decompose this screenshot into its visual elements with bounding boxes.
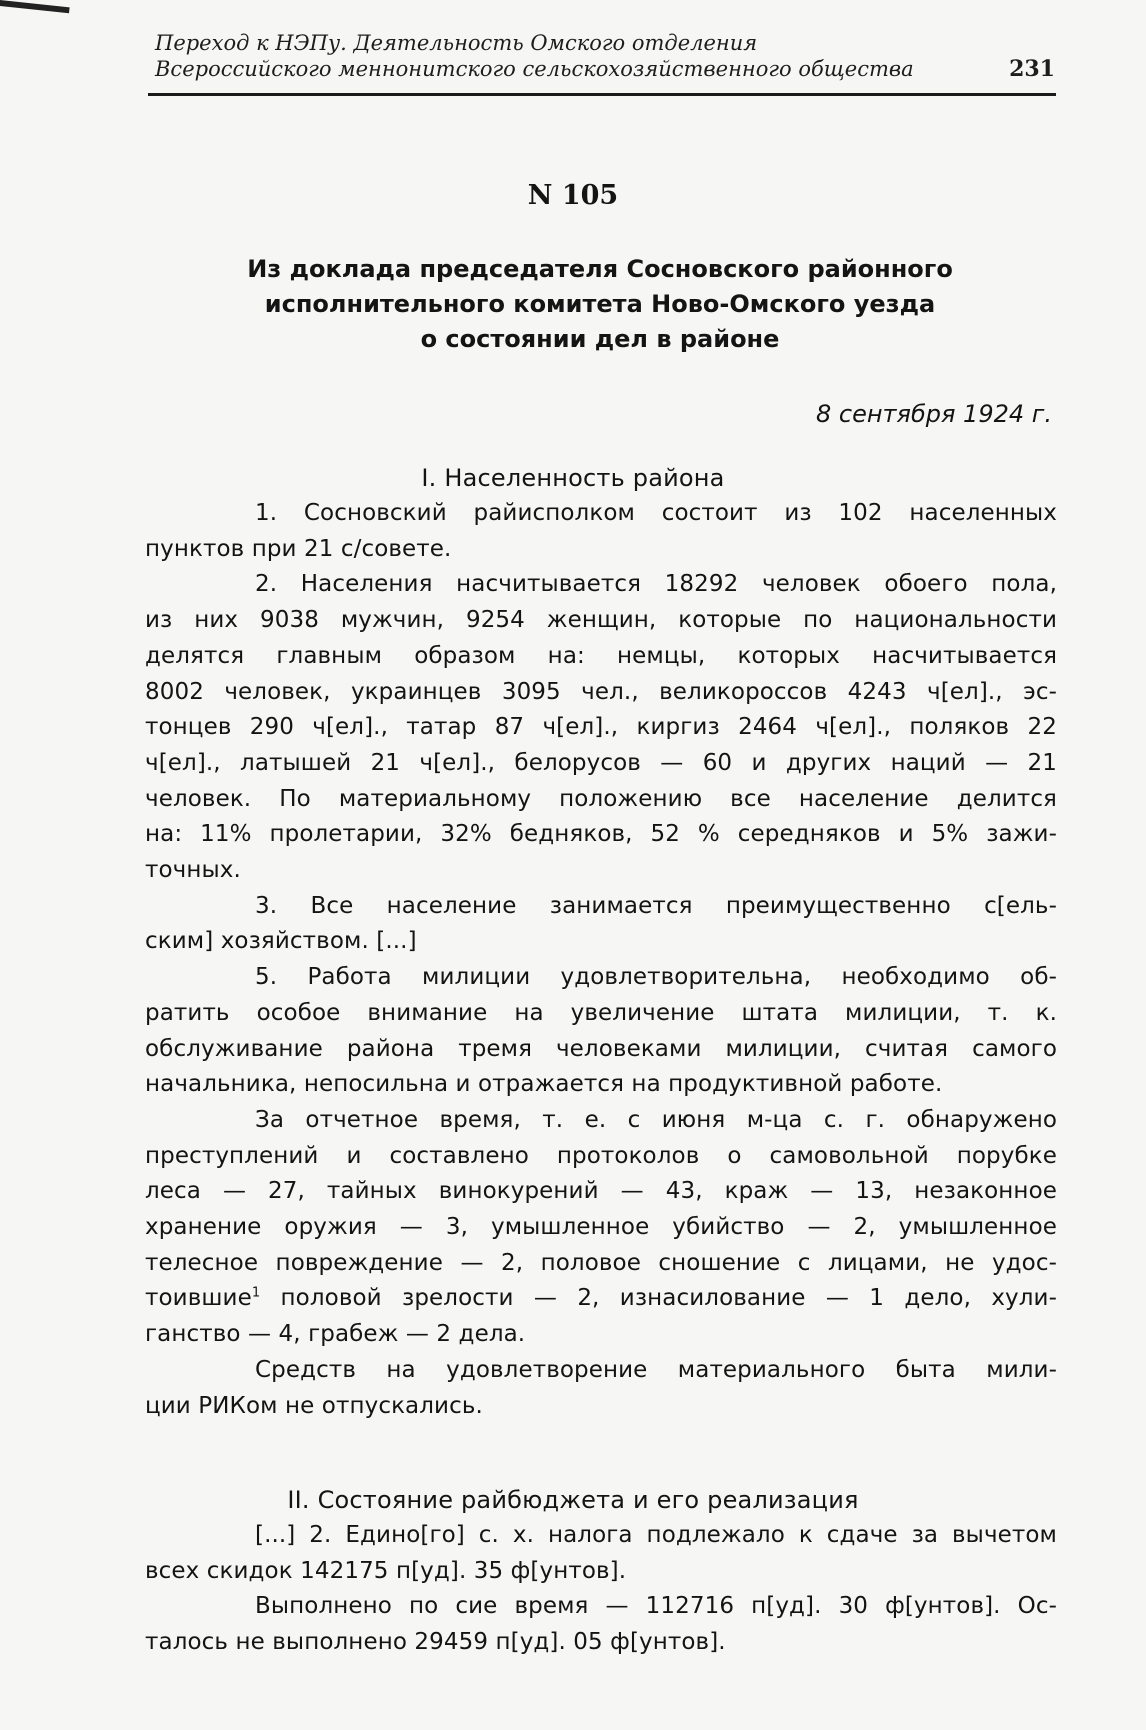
text-line: преступлений и составлено протоколов о самовольной порубке — [145, 1142, 1057, 1169]
text-line: точных. — [145, 857, 241, 884]
text-line: За отчетное время, т. е. с июня м-ца с. г. обнаружено — [255, 1106, 1057, 1133]
text-line: начальника, непосильна и отражается на продуктивной работе. — [145, 1071, 943, 1098]
section-2-body — [145, 1518, 1057, 1661]
text-line: делятся главным образом на: немцы, которых насчитывается — [145, 642, 1057, 669]
text-line: хранение оружия — 3, умышленное убийство — 2, умышленное — [145, 1214, 1057, 1241]
text-line: 8002 человек, украинцев 3095 чел., великороссов 4243 ч[ел]., эс- — [145, 678, 1057, 705]
title-line-1: Из доклада председателя Сосновского районного — [247, 255, 953, 283]
document-date: 8 сентября 1924 г. — [815, 400, 1052, 428]
text-line: телесное повреждение — 2, половое сношение с лицами, не удос- — [145, 1249, 1057, 1276]
title-line-3: о состоянии дел в районе — [420, 325, 780, 353]
page-number: 231 — [1009, 56, 1055, 82]
text-line: ции РИКом не отпускались. — [145, 1392, 483, 1419]
text-line-with-footnote — [145, 1281, 1057, 1317]
text-line: Выполнено по сие время — 112716 п[уд]. 30 ф[унтов]. Ос- — [255, 1593, 1057, 1620]
scan-corner-mark — [0, 0, 70, 13]
text-line: пунктов при 21 с/совете. — [145, 535, 452, 562]
document-title — [170, 252, 1030, 357]
footnote-line-end: половой зрелости — 2, изнасилование — 1 дело, хули- — [260, 1285, 1057, 1312]
text-line: Средств на удовлетворение материального быта мили- — [255, 1356, 1057, 1383]
text-line: ским] хозяйством. [...] — [145, 928, 417, 955]
text-line: 1. Сосновский райисполком состоит из 102 населенных — [255, 500, 1057, 526]
text-line: человек. По материальному положению все население делится — [145, 785, 1057, 812]
text-line: [...] 2. Едино[го] с. х. налога подлежало к сдаче за вычетом — [255, 1522, 1057, 1548]
text-line: на: 11% пролетарии, 32% бедняков, 52 % середняков и 5% зажи- — [145, 821, 1057, 848]
text-line: 5. Работа милиции удовлетворительна, необходимо об- — [255, 964, 1057, 991]
document-number: N 105 — [527, 180, 619, 211]
text-line: леса — 27, тайных винокурений — 43, краж — 13, незаконное — [145, 1178, 1057, 1205]
footnote-line-start: тоившие — [145, 1285, 252, 1312]
text-line: ганство — 4, грабеж — 2 дела. — [145, 1321, 526, 1348]
text-line: обслуживание района тремя человеками милиции, считая самого — [145, 1035, 1057, 1062]
text-line: всех скидок 142175 п[уд]. 35 ф[унтов]. — [145, 1557, 627, 1584]
text-line: 2. Населения насчитывается 18292 человек обоего пола, — [255, 571, 1057, 598]
text-line: тонцев 290 ч[ел]., татар 87 ч[ел]., киргиз 2464 ч[ел]., поляков 22 — [145, 714, 1057, 741]
section-2-heading: II. Состояние райбюджета и его реализация — [287, 1486, 859, 1514]
footnote-mark: 1 — [251, 1285, 261, 1301]
text-line: 3. Все население занимается преимущественно с[ель- — [255, 892, 1057, 919]
running-head-line-2: Всероссийского меннонитского сельскохозяйственного общества — [155, 57, 914, 81]
running-head-line-1: Переход к НЭПу. Деятельность Омского отделения — [155, 31, 758, 55]
text-line: ратить особое внимание на увеличение штата милиции, т. к. — [145, 999, 1057, 1026]
section-1-body — [145, 496, 1057, 1424]
section-1-heading: I. Населенность района — [421, 464, 725, 492]
running-head — [155, 30, 1055, 82]
text-line: талось не выполнено 29459 п[уд]. 05 ф[унтов]. — [145, 1629, 726, 1656]
header-rule — [148, 93, 1056, 96]
title-line-2: исполнительного комитета Ново-Омского уезда — [264, 290, 936, 318]
text-line: ч[ел]., латышей 21 ч[ел]., белорусов — 60 и других наций — 21 — [145, 749, 1057, 776]
text-line: из них 9038 мужчин, 9254 женщин, которые по национальности — [145, 607, 1057, 634]
